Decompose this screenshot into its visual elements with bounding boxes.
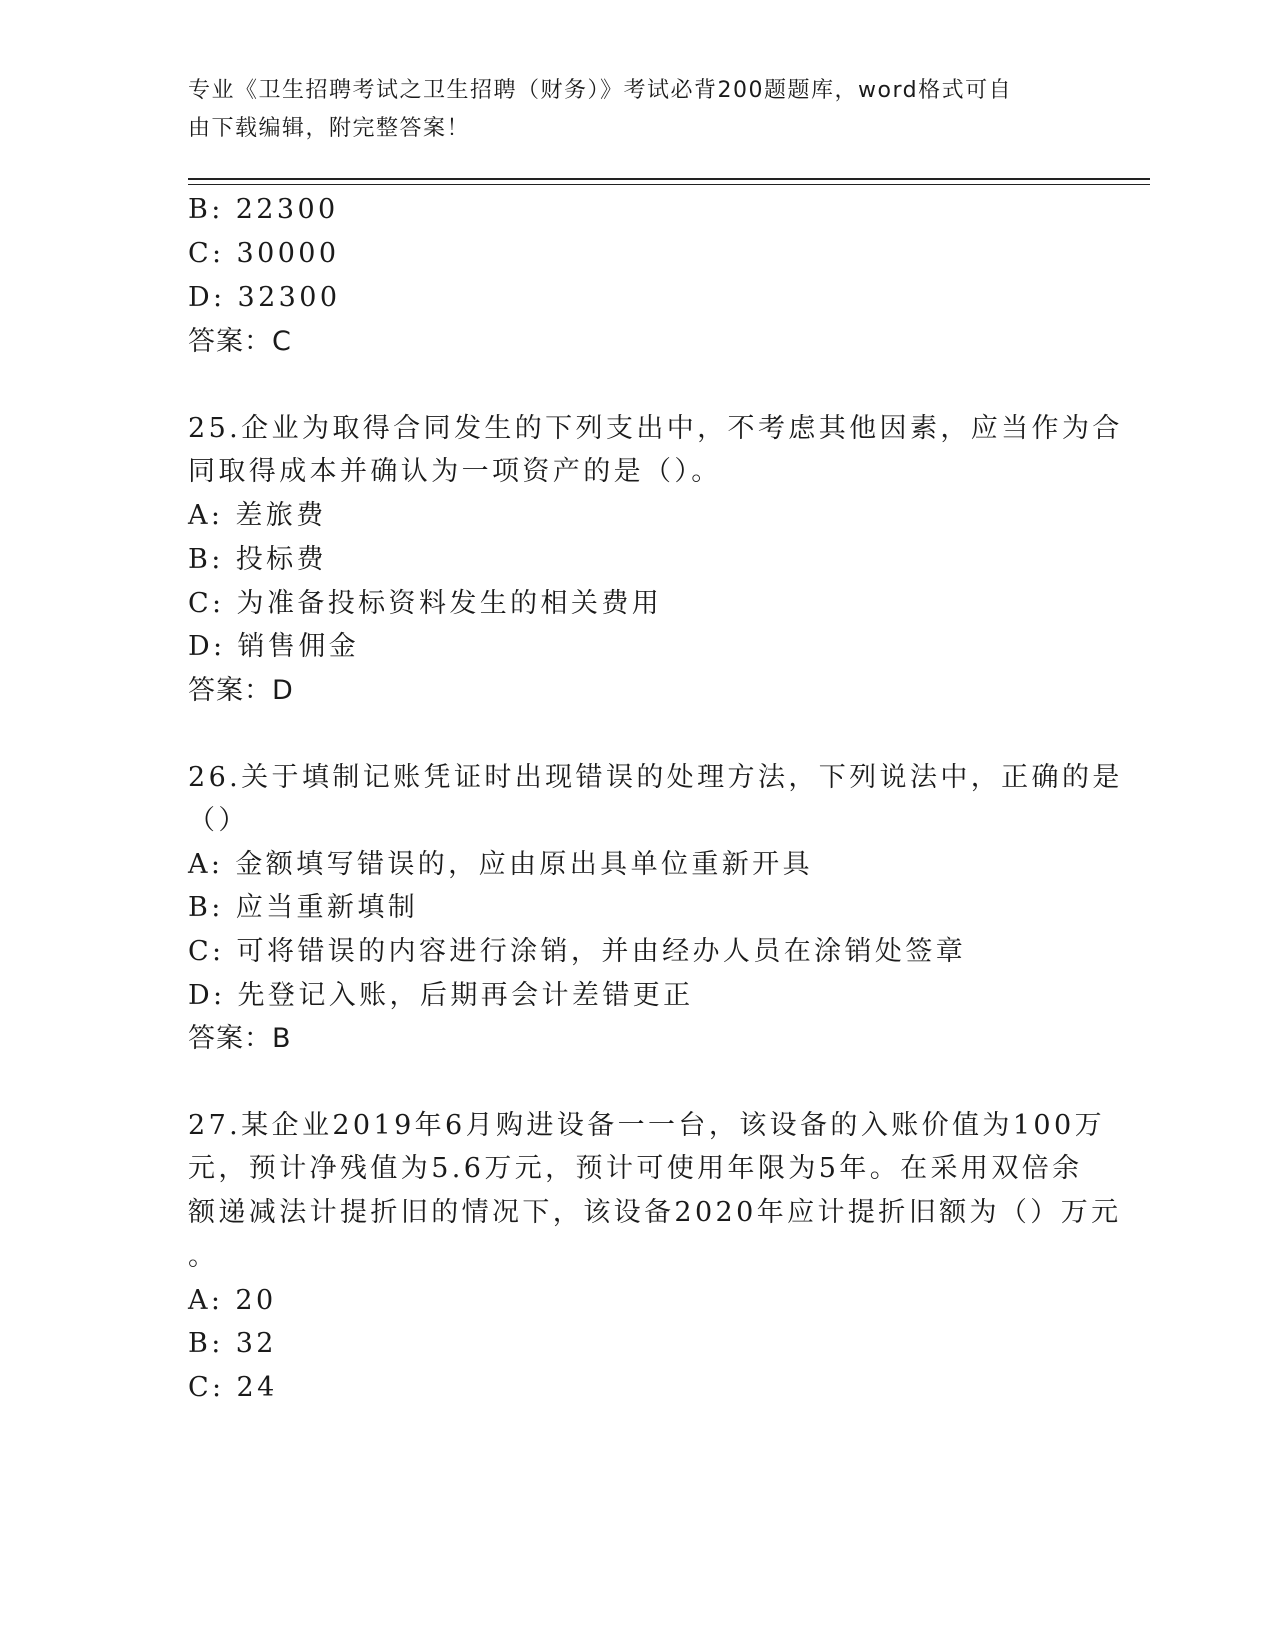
q27-stem-line-1: 27.某企业2019年6月购进设备一一台，该设备的入账价值为100万 <box>188 1110 1105 1141</box>
header-rule-thin <box>188 184 1150 185</box>
q26-option-d: D: 先登记入账，后期再会计差错更正 <box>188 980 694 1011</box>
header-line-1: 专业《卫生招聘考试之卫生招聘（财务）》考试必背200题题库，word格式可自 <box>188 78 1013 103</box>
q25-answer: 答案：D <box>188 675 294 706</box>
q27-option-c: C: 24 <box>188 1372 278 1403</box>
q25-option-c: C: 为准备投标资料发生的相关费用 <box>188 588 663 619</box>
q24-option-d: D: 32300 <box>188 282 341 313</box>
q27-stem-line-3: 额递减法计提折旧的情况下，该设备2020年应计提折旧额为（）万元 <box>188 1197 1122 1228</box>
q26-answer: 答案：B <box>188 1023 292 1054</box>
header-rule-thick <box>188 178 1150 180</box>
q24-answer: 答案：C <box>188 326 292 357</box>
q25-option-b: B: 投标费 <box>188 544 327 575</box>
q25-option-d: D: 销售佣金 <box>188 631 360 662</box>
q24-option-c: C: 30000 <box>188 238 340 269</box>
q26-stem-line-2: （） <box>188 805 249 836</box>
document-header <box>188 72 1068 148</box>
q25-stem-line-1: 25.企业为取得合同发生的下列支出中，不考虑其他因素，应当作为合 <box>188 413 1123 444</box>
q24-option-b: B: 22300 <box>188 194 339 225</box>
q26-stem-line-1: 26.关于填制记账凭证时出现错误的处理方法，下列说法中，正确的是 <box>188 762 1123 793</box>
q27-option-b: B: 32 <box>188 1328 277 1359</box>
q27-stem-line-2: 元，预计净残值为5.6万元，预计可使用年限为5年。在采用双倍余 <box>188 1153 1083 1184</box>
q27-stem-line-4: 。 <box>188 1241 219 1272</box>
q26-option-c: C: 可将错误的内容进行涂销，并由经办人员在涂销处签章 <box>188 936 967 967</box>
q26-option-b: B: 应当重新填制 <box>188 892 419 923</box>
q26-option-a: A: 金额填写错误的，应由原出具单位重新开具 <box>188 849 813 880</box>
q27-option-a: A: 20 <box>188 1285 277 1316</box>
header-line-2: 由下载编辑，附完整答案！ <box>188 116 471 141</box>
q25-stem-line-2: 同取得成本并确认为一项资产的是（）。 <box>188 456 722 487</box>
q25-option-a: A: 差旅费 <box>188 500 327 531</box>
